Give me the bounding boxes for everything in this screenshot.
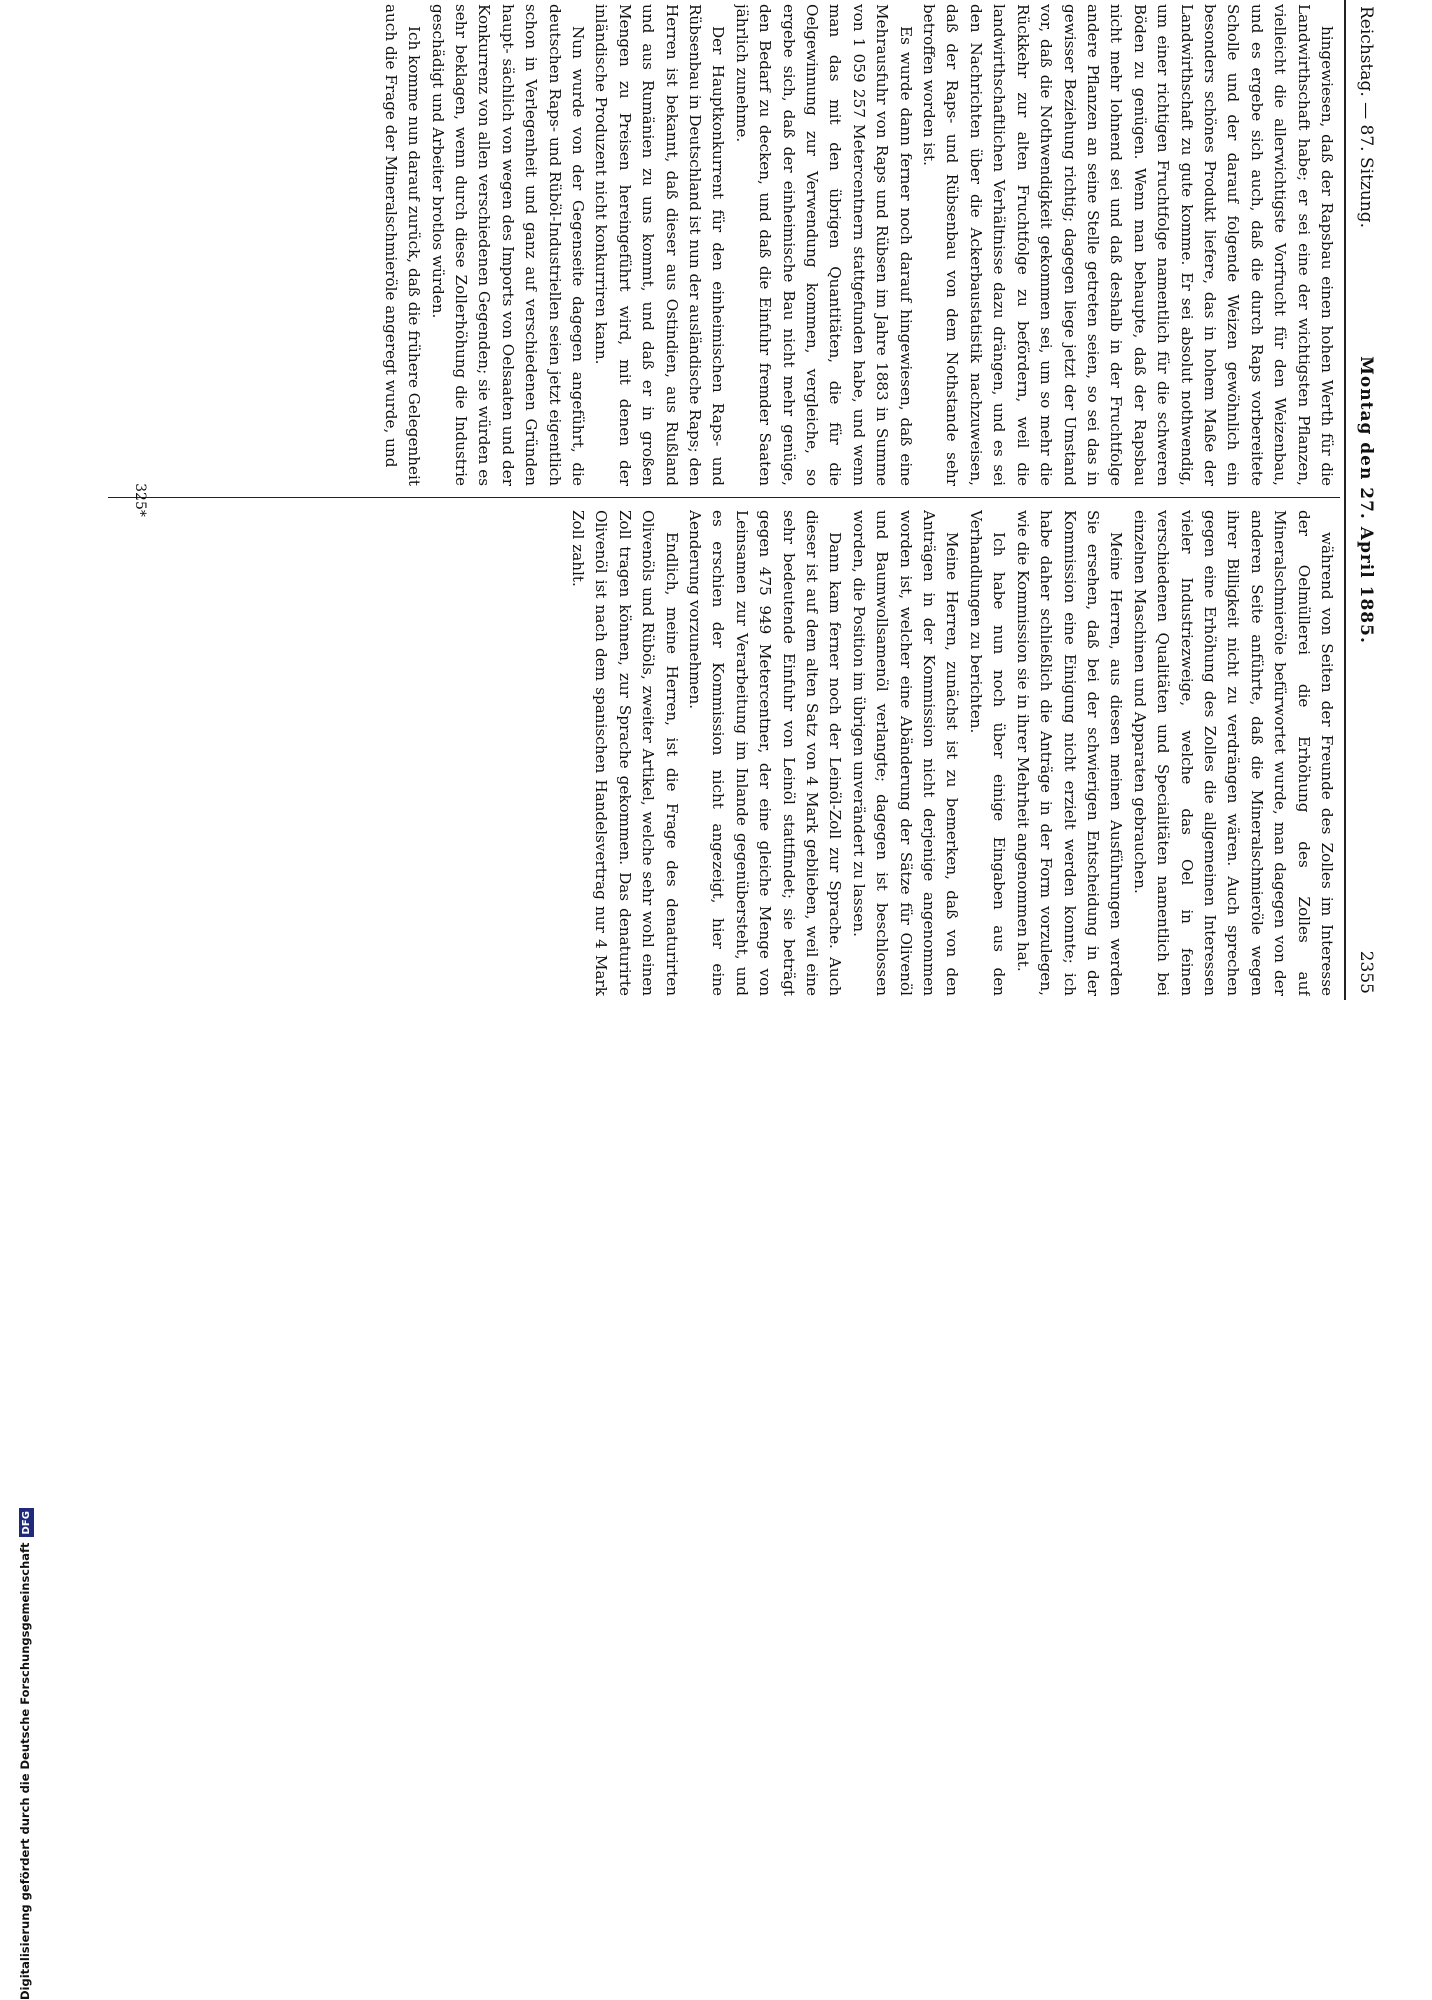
paragraph: Es wurde dann ferner noch darauf hingewiesen, daß eine Mehrausfuhr von Raps und Rübsen im Jahre 1883 in Summe von 1 059 257 Metercentnern stattgefunden habe, und wenn man das mit den übrigen Quantitäten, die für die Oelgewinnung zur Verwendung kommen, vergleiche, so ergebe sich, daß der einheimische Bau nicht mehr genüge, den Bedarf zu decken, und daß die Einfuhr fremder Saaten jährlich zunehme. xyxy=(732,4,915,486)
page-number: 2355 xyxy=(1356,950,1376,994)
paragraph: Meine Herren, aus diesen meinen Ausführungen werden Sie ersehen, daß bei der schwierigen Entscheidung in der Kommission eine Einigung nicht erzielt werden konnte; ich habe daher schließlich die Anträge in der Form vorzulegen, wie die Kommission sie in ihrer Mehrheit angenommen hat. xyxy=(1013,510,1126,996)
credit-text: Digitalisierung gefördert durch die Deutsche Forschungsgemeinschaft xyxy=(18,1542,32,2000)
newspaper-page xyxy=(96,0,1386,1000)
text-column-left xyxy=(116,4,1338,486)
text-column-right xyxy=(116,510,1338,996)
paragraph: hingewiesen, daß der Rapsbau einen hohen Werth für die Landwirthschaft habe; er sei eine der wichtigsten Pflanzen, vielleicht die allerwichtigste Vorfrucht für den Weizenbau, und es ergebe sich auch, daß die durch Raps vorbereitete Scholle und der darauf folgende Weizen gewöhnlich ein besonders schönes Produkt liefere, das in hohem Maße der Landwirthschaft zu gute komme. Er sei absolut nothwendig, um einer richtigen Fruchtfolge namentlich für die schweren Böden zu genügen. Wenn man behaupte, daß der Rapsbau nicht mehr lohnend sei und daß deshalb in der Fruchtfolge andere Pflanzen an seine Stelle getreten seien, so sei das in gewisser Beziehung richtig; dagegen liege jetzt der Umstand vor, daß die Nothwendigkeit gekommen sei, um so mehr die Rückkehr zur alten Fruchtfolge zu befördern, weil die landwirthschaftlichen Verhältnisse dazu drängen, und es sei den Nachrichten über die Ackerbaustatistik nachzuweisen, daß der Raps- und Rübsenbau von dem Nothstande sehr betroffen worden ist. xyxy=(920,4,1336,486)
credit-line xyxy=(18,1508,34,2000)
header-session: Reichstag. — 87. Sitzung. xyxy=(1356,6,1376,229)
paragraph: Ich komme nun darauf zurück, daß die frühere Gelegenheit auch die Frage der Mineralschmieröle angeregt wurde, und xyxy=(381,4,424,486)
paragraph: Dann kam ferner noch der Leinöl-Zoll zur Sprache. Auch dieser ist auf dem alten Satz von 4 Mark geblieben, weil eine sehr bedeutende Einfuhr von Leinöl stattfindet; sie beträgt gegen 475 949 Metercentner, der eine gleiche Menge von Leinsamen zur Verarbeitung im Inlande gegenübersteht, und es erschien der Kommission nicht angezeigt, hier eine Aenderung vorzunehmen. xyxy=(686,510,845,996)
paragraph: Meine Herren, zunächst ist zu bemerken, daß von den Anträgen in der Kommission nicht derjenige angenommen worden ist, welcher eine Abänderung der Sätze für Olivenöl und Baumwollsamenöl verlangte; dagegen ist beschlossen worden, die Position im übrigen unverändert zu lassen. xyxy=(849,510,962,996)
paragraph: Der Hauptkonkurrent für den einheimischen Raps- und Rübsenbau in Deutschland ist nun der ausländische Raps; den Herren ist bekannt, daß dieser aus Ostindien, aus Rußland und aus Rumänien zu uns kommt, und daß er in großen Mengen zu Preisen hereingeführt wird, mit denen der inländische Produzent nicht konkurriren kann. xyxy=(592,4,728,486)
paragraph: Nun wurde von der Gegenseite dagegen angeführt, die deutschen Raps- und Rüböl-Industriellen seien jetzt eigentlich schon in Verlegenheit und ganz auf verschiedenen Gründen haupt- sächlich von wegen des Imports von Oelsaaten und der Konkurrenz von allen verschiedenen Gegenden; sie würden es sehr beklagen, wenn durch diese Zollerhöhung die Industrie geschädigt und Arbeiter brotlos würden. xyxy=(428,4,587,486)
paragraph: während von Seiten der Freunde des Zolles im Interesse der Oelmüllerei die Erhöhung des Zolles auf Mineralschmieröle befürwortet wurde, man dagegen von der anderen Seite anführte, daß die Mineralschmieröle wegen ihrer Billigkeit nicht zu verdrängen wären. Auch sprechen gegen eine Erhöhung des Zolles die allgemeinen Interessen vieler Industriezweige, welche das Oel in feinen verschiedenen Qualitäten und Specialitäten namentlich bei einzelnen Maschinen und Apparaten gebrauchen. xyxy=(1130,510,1336,996)
header-date: Montag den 27. April 1885. xyxy=(1356,356,1376,644)
paragraph: Ich habe nun noch über einige Eingaben aus den Verhandlungen zu berichten. xyxy=(966,510,1009,996)
dfg-logo: DFG xyxy=(19,1508,34,1537)
digitization-credit xyxy=(0,1000,32,2000)
page-header xyxy=(1344,0,1386,1000)
paragraph: Endlich, meine Herren, ist die Frage des denaturirten Olivenöls und Rüböls, zweiter Artikel, welche sehr wohl einen Zoll tragen können, zur Sprache gekommen. Das denaturirte Olivenöl ist nach dem spanischen Handelsvertrag nur 4 Mark Zoll zahlt. xyxy=(569,510,681,996)
signature-mark: 325* xyxy=(132,483,148,517)
column-divider xyxy=(108,497,1340,498)
